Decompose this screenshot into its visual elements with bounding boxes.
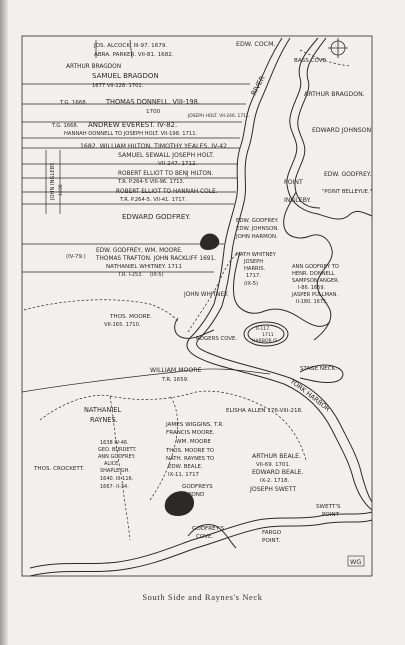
label-edward-beale: EDWARD BEALE. xyxy=(252,469,304,476)
label-arthur-beale-ref: VII-69. 1701. xyxy=(256,462,291,468)
label-burdett-1: 1638 IV-46. xyxy=(100,440,129,446)
label-burdett-4: ALICE xyxy=(104,461,119,467)
label-nathaniel-whitney: NATHANIEL WHITNEY. 1711 xyxy=(106,264,182,270)
label-elisha-allen: ELISHA ALLEN 176-VIII-218. xyxy=(226,408,303,414)
label-john-whitney: JOHN WHITNEY. xyxy=(184,292,229,298)
label-thos-moore-to-2: NATH. RAYNES TO xyxy=(166,456,215,462)
label-ann-godfrey-ref: I-86. 1659. xyxy=(298,285,326,291)
label-tr-ref: T.R. I-253. xyxy=(118,272,143,278)
label-godfreys-pond-1: GODFREYS xyxy=(182,484,213,490)
label-andrew-everest: ANDREW EVEREST. IV-82. xyxy=(88,121,178,129)
label-swetts-point-1: SWETT'S xyxy=(316,504,341,510)
label-robert-elliot-1: ROBERT ELLIOT TO BENJ HILTON. xyxy=(118,171,214,177)
label-robert-elliot-2-ref: T.R. P.264-5. VII-41. 1717. xyxy=(120,197,187,203)
label-thos-moore-to-1: THOS. MOORE TO xyxy=(166,448,214,454)
label-york-harbor: YORK HARBOR xyxy=(288,377,332,414)
label-rogers-cove: ROGERS COVE. xyxy=(196,336,238,342)
label-william-hilton: 1682. WILLIAM HILTON. TIMOTHY YEALES. IV-42. xyxy=(80,143,230,150)
label-burdett-3: ANN GODFREY. xyxy=(98,454,136,460)
label-iv-79: (IV-79.) xyxy=(66,254,86,260)
monogram: WG xyxy=(350,558,362,566)
label-edw-cocm: EDW. COCM. xyxy=(236,41,276,48)
label-bass-cove: BASS COVE xyxy=(294,58,327,64)
label-harbor-year: 1711 xyxy=(262,333,274,338)
label-nathaniel-raynes-2: RAYNES. xyxy=(90,416,118,424)
label-thos-moore: THOS. MOORE. xyxy=(110,314,152,320)
compass-icon xyxy=(328,38,348,58)
label-ingleby: INGLEBY. xyxy=(284,197,312,204)
label-wm-moore: WM. MOORE xyxy=(176,439,211,445)
label-william-moore: WILLIAM MOORE xyxy=(150,367,202,374)
label-nathaniel-raynes: NATHANIEL xyxy=(84,406,122,414)
label-year-1700: 1700 xyxy=(146,109,161,115)
label-arthur-bragdon-top: ARTHUR BRAGDON xyxy=(66,64,122,70)
label-samuel-sewall-ref: VII-247. 1712. xyxy=(158,161,198,167)
pond-east xyxy=(200,234,219,251)
label-thomas-trafton: THOMAS TRAFTON. JOHN RACKLIFF 1691. xyxy=(96,256,216,262)
label-thos-moore-to-4: IX-11, 1717 xyxy=(168,472,199,478)
label-nath-whitney-1: NATH WHITNEY xyxy=(236,252,276,258)
label-ingleby-ref: 1638 xyxy=(59,184,64,196)
label-edw-godfrey-johnson-1: EDW. GODFREY. xyxy=(236,218,279,224)
label-abra-parker: ABRA. PARKER. VII-81. 1682. xyxy=(94,52,174,58)
label-nath-whitney-2: JOSEPH xyxy=(244,259,264,265)
label-edward-godfrey: EDWARD GODFREY. xyxy=(122,213,191,221)
label-robert-elliot-2: ROBERT ELLIOT TO HANNAH COLE. xyxy=(116,189,218,195)
label-ix-5a: (IX-5) xyxy=(150,272,164,278)
label-francis-moore: FRANCIS MOORE. xyxy=(166,430,215,436)
label-joseph-holt-mid: JOSEPH HOLT. VII-246. 1711. xyxy=(188,114,251,119)
label-burdett-5: SHAPLEIGH. xyxy=(100,468,130,474)
label-arthur-bragdon-right: ARTHUR BRAGDON. xyxy=(304,91,365,98)
label-stage-neck: STAGE NECK. xyxy=(300,366,337,372)
label-harbor-name: HARBOR IS. xyxy=(252,339,279,344)
label-godfreys-cove-1: GODFREY'S xyxy=(192,526,225,532)
property-line xyxy=(22,369,270,392)
label-tg-1668-a: T.G. 1668. xyxy=(60,100,88,106)
label-hannah-donnell: HANNAH DONNELL TO JOSEPH HOLT. VII-198. 1711. xyxy=(64,131,198,137)
river-west-shore xyxy=(187,38,372,510)
label-john-ingleby: JOHN INGLEBY. xyxy=(50,162,56,200)
label-ann-godfrey-3: SAMPSON ANGER. xyxy=(292,278,340,284)
label-burdett-6: 1640. III-116. xyxy=(100,476,134,482)
label-jasper-pullman: JASPER PULLMAN. xyxy=(292,292,339,298)
label-fargo-point-2: POINT. xyxy=(262,538,281,544)
south-coast xyxy=(30,512,372,568)
label-harbor-num: II-117. xyxy=(256,327,271,332)
label-william-moore-ref: T.R. 1659. xyxy=(162,377,189,383)
label-joseph-swett: JOSEPH SWETT xyxy=(250,486,297,493)
label-jos-alcock: JOS. ALCOCK. III-97. 1679. xyxy=(94,43,168,49)
label-edward-beale-ref: IX-2. 1718. xyxy=(260,478,290,484)
label-samuel-bragdon: SAMUEL BRAGDON xyxy=(92,72,159,80)
label-arthur-beale: ARTHUR BEALE. xyxy=(252,453,302,460)
label-ann-godfrey-2: HENR. DONNELL xyxy=(292,271,335,277)
label-godfreys-cove-2: COVE. xyxy=(196,534,214,540)
label-thos-crockett: THOS. CROCKETT. xyxy=(34,466,85,472)
label-jasper-ref: II-180. 1675. xyxy=(296,299,328,305)
label-edward-johnson-right: EDWARD JOHNSON. xyxy=(312,127,374,134)
map-caption: South Side and Raynes's Neck xyxy=(142,592,263,602)
label-ann-godfrey: ANN GODFREY TO xyxy=(292,264,339,270)
label-river: RIVER xyxy=(249,74,267,97)
label-nath-whitney-5: (IX-5) xyxy=(244,281,259,287)
label-edw-godfrey-johnson-2: EDW. JOHNSON. xyxy=(236,226,280,232)
label-edw-godfrey-johnson-3: JOHN HARMON. xyxy=(236,234,278,240)
label-thomas-donnell: THOMAS DONNELL. VIII-198. xyxy=(106,98,200,106)
river-west-shore-inner xyxy=(197,38,372,502)
label-edw-godfrey-right: EDW. GODFREY. xyxy=(324,171,372,178)
road-dashed xyxy=(24,300,178,322)
label-nath-whitney-3: HARRIS. xyxy=(244,266,266,272)
label-samuel-sewall: SAMUEL SEWALL JOSEPH HOLT. xyxy=(118,152,215,159)
label-point: POINT xyxy=(284,179,303,186)
label-edw-godfrey-moore: EDW. GODFREY, WM. MOORE. xyxy=(96,248,183,254)
label-point-belleyue: "POINT BELLEYUE." xyxy=(322,189,372,195)
label-james-wiggins: JAMES WIGGINS, T.R. xyxy=(166,422,224,428)
label-thos-moore-to-3: EDW. BEALE. xyxy=(168,464,203,470)
label-tg-1668-b: T.G. 1668. xyxy=(52,123,79,129)
label-samuel-ref: 1677 VII-128. 1701. xyxy=(92,83,144,89)
label-thos-moore-ref: VII-165. 1710. xyxy=(104,322,141,328)
label-fargo-point-1: FARGO xyxy=(262,530,282,536)
label-swetts-point-2: POINT xyxy=(322,512,340,518)
label-burdett-7: 1667- II-34. xyxy=(100,484,129,490)
label-godfreys-pond-2: POND xyxy=(188,492,205,498)
label-burdett-2: GEO. BURDETT. xyxy=(98,447,137,453)
label-nath-whitney-4: 1717. xyxy=(246,273,261,279)
label-robert-elliot-1-ref: T.R. P.264-5 VIII-96. 1713. xyxy=(118,179,185,185)
